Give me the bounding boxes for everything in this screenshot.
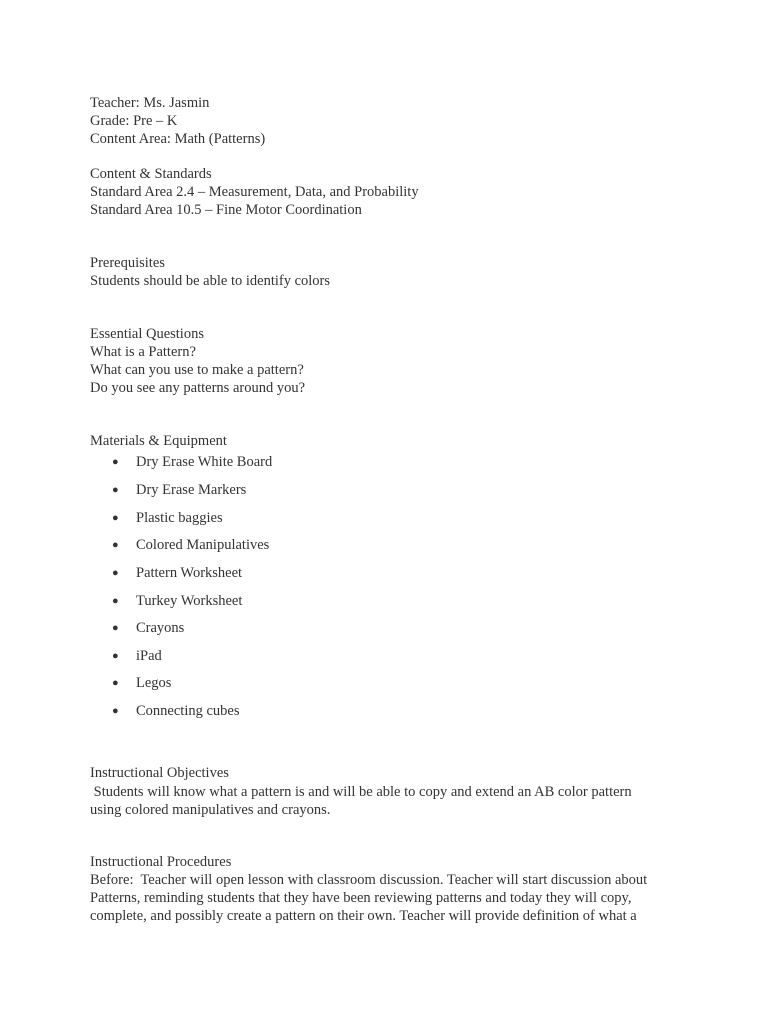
bullet-icon: ● xyxy=(112,677,119,689)
bullet-icon: ● xyxy=(112,595,119,607)
objectives-text: Students will know what a pattern is and will be able to copy and extend an AB color pattern xyxy=(90,784,632,800)
material-item-label: Dry Erase White Board xyxy=(136,454,273,470)
objectives-text: using colored manipulatives and crayons. xyxy=(90,802,331,818)
bullet-icon: ● xyxy=(112,622,119,634)
content-area-line: Content Area: Math (Patterns) xyxy=(90,131,266,147)
standards-heading: Content & Standards xyxy=(90,166,212,182)
bullet-icon: ● xyxy=(112,650,119,662)
prerequisites-heading: Prerequisites xyxy=(90,255,165,271)
procedures-heading: Instructional Procedures xyxy=(90,854,232,870)
material-item-label: Plastic baggies xyxy=(136,510,223,526)
question-item: What can you use to make a pattern? xyxy=(90,362,304,378)
lesson-plan-page xyxy=(90,0,750,1024)
procedures-text: Before: Teacher will open lesson with classroom discussion. Teacher will start discussion about xyxy=(90,872,648,888)
materials-heading: Materials & Equipment xyxy=(90,433,227,449)
bullet-icon: ● xyxy=(112,567,119,579)
objectives-heading: Instructional Objectives xyxy=(90,765,229,781)
grade-line: Grade: Pre – K xyxy=(90,113,178,129)
bullet-icon: ● xyxy=(112,539,119,551)
bullet-icon: ● xyxy=(112,456,119,468)
material-item-label: iPad xyxy=(136,648,162,664)
bullet-icon: ● xyxy=(112,705,119,717)
standard-item: Standard Area 2.4 – Measurement, Data, and Probability xyxy=(90,184,419,200)
procedures-text: Patterns, reminding students that they have been reviewing patterns and today they will copy, xyxy=(90,890,632,906)
question-item: What is a Pattern? xyxy=(90,344,196,360)
material-item-label: Dry Erase Markers xyxy=(136,482,247,498)
procedures-text: complete, and possibly create a pattern on their own. Teacher will provide definition of what a xyxy=(90,908,637,924)
material-item-label: Legos xyxy=(136,675,172,691)
essential-questions-heading: Essential Questions xyxy=(90,326,204,342)
standard-item: Standard Area 10.5 – Fine Motor Coordination xyxy=(90,202,362,218)
prerequisites-text: Students should be able to identify colors xyxy=(90,273,331,289)
material-item-label: Pattern Worksheet xyxy=(136,565,243,581)
teacher-line: Teacher: Ms. Jasmin xyxy=(90,95,210,111)
material-item-label: Connecting cubes xyxy=(136,703,240,719)
bullet-icon: ● xyxy=(112,512,119,524)
question-item: Do you see any patterns around you? xyxy=(90,380,306,396)
material-item-label: Colored Manipulatives xyxy=(136,537,270,553)
bullet-icon: ● xyxy=(112,484,119,496)
material-item-label: Crayons xyxy=(136,620,185,636)
material-item-label: Turkey Worksheet xyxy=(136,593,243,609)
